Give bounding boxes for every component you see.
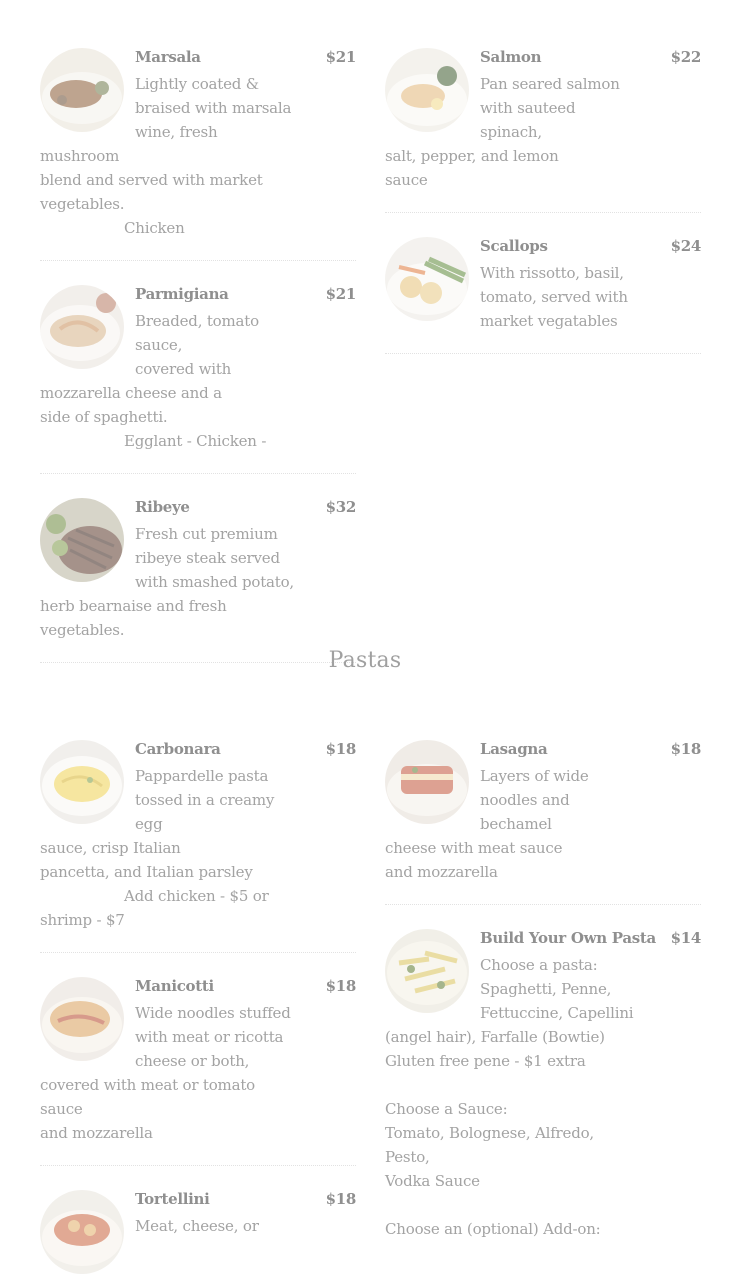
menu-item-carbonara[interactable] bbox=[40, 740, 356, 953]
menu-item-salmon[interactable] bbox=[385, 48, 701, 213]
item-price: $21 bbox=[325, 285, 356, 303]
desc-line: Fresh cut premium bbox=[135, 525, 278, 543]
desc-line: Fettuccine, Capellini bbox=[480, 1004, 634, 1022]
menu-item-lasagna[interactable] bbox=[385, 740, 701, 905]
desc-line: and mozzarella bbox=[40, 1124, 153, 1142]
desc-line: tossed in a creamy egg bbox=[135, 791, 275, 833]
desc-line: side of spaghetti. bbox=[40, 408, 168, 426]
desc-line: cheese with meat sauce bbox=[385, 839, 563, 857]
desc-line: Layers of wide bbox=[480, 767, 589, 785]
desc-line: Pan seared salmon bbox=[480, 75, 620, 93]
menu-item-ribeye[interactable] bbox=[40, 498, 356, 663]
desc-line: sauce bbox=[385, 171, 428, 189]
desc-line: and mozzarella bbox=[385, 863, 498, 881]
food-photo-manicotti bbox=[40, 977, 124, 1061]
menu-item-manicotti[interactable] bbox=[40, 977, 356, 1166]
desc-line: mozzarella cheese and a bbox=[40, 384, 222, 402]
item-name: Build Your Own Pasta bbox=[480, 929, 656, 947]
item-price: $32 bbox=[325, 498, 356, 516]
item-name: Carbonara bbox=[135, 740, 221, 758]
desc-line: with meat or ricotta bbox=[135, 1028, 284, 1046]
food-photo-salmon bbox=[385, 48, 469, 132]
desc-line: salt, pepper, and lemon bbox=[385, 147, 559, 165]
pastas-left-column bbox=[40, 740, 356, 1282]
pastas-right-column bbox=[385, 740, 701, 1285]
desc-line: tomato, served with bbox=[480, 288, 628, 306]
item-name: Salmon bbox=[480, 48, 542, 66]
desc-line: Spaghetti, Penne, bbox=[480, 980, 612, 998]
entrees-left-column bbox=[40, 48, 356, 687]
desc-line: Vodka Sauce bbox=[385, 1172, 480, 1190]
menu-item-parmigiana[interactable] bbox=[40, 285, 356, 474]
desc-line: blend and served with market bbox=[40, 171, 263, 189]
item-name: Manicotti bbox=[135, 977, 214, 995]
desc-line: Gluten free pene - $1 extra bbox=[385, 1052, 586, 1070]
desc-line: herb bearnaise and fresh vegetables. bbox=[40, 597, 227, 639]
item-option: Egglant - Chicken - bbox=[124, 432, 267, 450]
item-option: Add chicken - $5 or bbox=[124, 887, 269, 905]
menu-item-scallops[interactable] bbox=[385, 237, 701, 354]
desc-line: Choose a pasta: bbox=[480, 956, 598, 974]
desc-line: with sauteed spinach, bbox=[480, 99, 576, 141]
food-photo-carbonara bbox=[40, 740, 124, 824]
desc-line: cheese or both, bbox=[135, 1052, 250, 1070]
item-name: Tortellini bbox=[135, 1190, 210, 1208]
item-price: $24 bbox=[670, 237, 701, 255]
menu-item-tortellini[interactable] bbox=[40, 1190, 356, 1258]
item-price: $21 bbox=[325, 48, 356, 66]
food-photo-tortellini bbox=[40, 1190, 124, 1274]
menu-item-marsala[interactable] bbox=[40, 48, 356, 261]
item-name: Parmigiana bbox=[135, 285, 229, 303]
desc-line: Meat, cheese, or bbox=[135, 1217, 259, 1235]
desc-line: market vegatables bbox=[480, 312, 618, 330]
desc-line: covered with meat or tomato sauce bbox=[40, 1076, 255, 1118]
desc-line: vegetables. bbox=[40, 195, 125, 213]
item-name: Lasagna bbox=[480, 740, 548, 758]
menu-item-build-your-own-pasta[interactable] bbox=[385, 929, 701, 1261]
item-price: $18 bbox=[670, 740, 701, 758]
desc-line: wine, fresh mushroom bbox=[40, 123, 218, 165]
item-name: Scallops bbox=[480, 237, 548, 255]
entrees-right-column bbox=[385, 48, 701, 378]
food-photo-ribeye bbox=[40, 498, 124, 582]
desc-line: Pappardelle pasta bbox=[135, 767, 269, 785]
desc-line: Tomato, Bolognese, Alfredo, Pesto, bbox=[385, 1124, 594, 1166]
desc-line: sauce, crisp Italian bbox=[40, 839, 181, 857]
desc-line: pancetta, and Italian parsley bbox=[40, 863, 253, 881]
food-photo-pasta bbox=[385, 929, 469, 1013]
item-option: Chicken bbox=[124, 219, 185, 237]
item-price: $18 bbox=[325, 740, 356, 758]
spacer bbox=[385, 1073, 639, 1097]
desc-line: braised with marsala bbox=[135, 99, 292, 117]
food-photo-marsala bbox=[40, 48, 124, 132]
desc-line: Wide noodles stuffed bbox=[135, 1004, 291, 1022]
desc-line: covered with bbox=[135, 360, 232, 378]
desc-line: Lightly coated & bbox=[135, 75, 259, 93]
food-photo-parmigiana bbox=[40, 285, 124, 369]
item-price: $18 bbox=[325, 1190, 356, 1208]
spacer bbox=[385, 1193, 639, 1217]
section-title-pastas: Pastas bbox=[328, 648, 402, 673]
food-photo-scallops bbox=[385, 237, 469, 321]
desc-line: Choose an (optional) Add-on: bbox=[385, 1220, 601, 1238]
desc-line: noodles and bechamel bbox=[480, 791, 570, 833]
desc-line: Choose a Sauce: bbox=[385, 1100, 508, 1118]
item-price: $22 bbox=[670, 48, 701, 66]
item-price: $18 bbox=[325, 977, 356, 995]
item-name: Ribeye bbox=[135, 498, 190, 516]
food-photo-lasagna bbox=[385, 740, 469, 824]
desc-line: Breaded, tomato sauce, bbox=[135, 312, 259, 354]
desc-line: ribeye steak served bbox=[135, 549, 280, 567]
desc-line: with smashed potato, bbox=[135, 573, 294, 591]
desc-line: (angel hair), Farfalle (Bowtie) bbox=[385, 1028, 605, 1046]
item-name: Marsala bbox=[135, 48, 201, 66]
item-option: shrimp - $7 bbox=[40, 911, 125, 929]
item-price: $14 bbox=[670, 929, 701, 947]
desc-line: With rissotto, basil, bbox=[480, 264, 624, 282]
